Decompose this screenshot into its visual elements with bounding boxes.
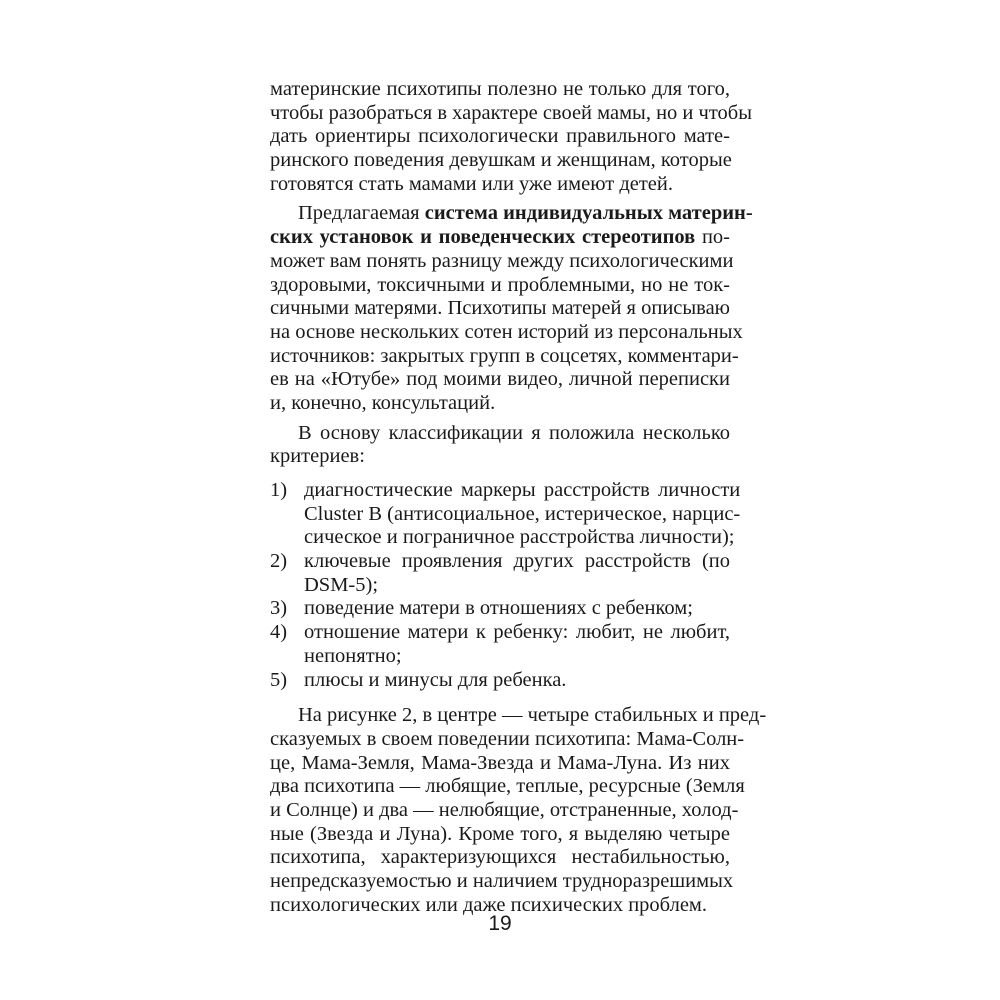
paragraph-gap bbox=[270, 469, 730, 479]
list-item bbox=[270, 669, 730, 693]
paragraph-3 bbox=[270, 422, 730, 469]
text-line bbox=[270, 202, 753, 226]
text-line: непредсказуемостью и наличием трудноразрешимых bbox=[270, 870, 734, 893]
bold-term: ских установок и поведенческих стереотипов bbox=[270, 226, 696, 249]
text-line: материнские психотипы полезно не только для того, bbox=[270, 78, 730, 100]
text-fragment: Предлагаемая bbox=[298, 202, 425, 225]
text-line: на основе нескольких сотен историй из персональных bbox=[270, 320, 743, 343]
bold-term: система индивидуальных материн- bbox=[424, 202, 753, 225]
paragraph-4 bbox=[270, 704, 767, 917]
list-number: 3) bbox=[270, 597, 288, 620]
text-line: готовятся стать мамами или уже имеют детей. bbox=[270, 172, 674, 195]
text-line: непонятно; bbox=[304, 644, 402, 667]
text-line: может вам понять разницу между психологическими bbox=[270, 249, 734, 272]
text-line: сказуемых в своем поведении психотипа: Мама-Солн- bbox=[270, 727, 745, 750]
text-line: ключевые проявления других расстройств (по bbox=[304, 550, 730, 573]
text-line: здоровыми, токсичными и проблемными, но не ток- bbox=[270, 273, 730, 296]
paragraph-gap bbox=[270, 692, 730, 704]
page-body bbox=[270, 78, 767, 917]
list-item bbox=[270, 479, 741, 550]
text-line: источников: закрытых групп в соцсетях, комментари- bbox=[270, 344, 739, 367]
text-line: В основу классификации я положила несколько bbox=[298, 421, 730, 444]
text-line: ев на «Ютубе» под моими видео, личной переписки bbox=[270, 368, 730, 391]
text-line: Cluster B (антисоциальное, истерическое, нарцис- bbox=[304, 502, 741, 525]
text-line: плюсы и минусы для ребенка. bbox=[304, 668, 567, 691]
text-line: психотипа, характеризующихся нестабильностью, bbox=[270, 846, 730, 869]
text-line: диагностические маркеры расстройств личности bbox=[304, 479, 741, 501]
text-line: сическое и пограничное расстройства личности); bbox=[304, 526, 735, 549]
text-line: дать ориентиры психологически правильного мате- bbox=[270, 125, 730, 148]
text-line: це, Мама-Земля, Мама-Звезда и Мама-Луна. Из них bbox=[270, 751, 730, 774]
text-line: отношение матери к ребенку: любит, не любит, bbox=[304, 621, 730, 644]
text-line: критериев: bbox=[270, 445, 365, 468]
paragraph-1 bbox=[270, 78, 752, 196]
list-item-body bbox=[304, 597, 730, 621]
criteria-list bbox=[270, 479, 741, 692]
text-line: сичными матерями. Психотипы матерей я описываю bbox=[270, 297, 730, 320]
list-item-body bbox=[304, 669, 730, 693]
page-number: 19 bbox=[488, 912, 512, 935]
text-fragment: по- bbox=[695, 226, 730, 249]
text-line: два психотипа — любящие, теплые, ресурсные (Земля bbox=[270, 775, 745, 798]
list-item bbox=[270, 550, 730, 597]
list-number: 1) bbox=[270, 479, 288, 501]
list-number: 2) bbox=[270, 550, 288, 573]
text-line: психологических или даже психических проблем. bbox=[270, 893, 708, 916]
text-line bbox=[270, 226, 730, 250]
text-line: ринского поведения девушкам и женщинам, которые bbox=[270, 149, 732, 172]
text-line: поведение матери в отношениях с ребенком; bbox=[304, 597, 693, 620]
text-line: и Солнце) и два — нелюбящие, отстраненные, холод- bbox=[270, 798, 739, 821]
list-number: 4) bbox=[270, 621, 288, 644]
paragraph-2 bbox=[270, 202, 753, 415]
text-line: DSM-5); bbox=[304, 573, 379, 596]
text-line: и, конечно, консультаций. bbox=[270, 391, 496, 414]
text-line: На рисунке 2, в центре — четыре стабильных и пред- bbox=[298, 704, 767, 727]
list-item-body bbox=[304, 479, 740, 550]
list-item-body bbox=[304, 550, 730, 597]
list-number: 5) bbox=[270, 668, 288, 691]
text-line: ные (Звезда и Луна). Кроме того, я выделяю четыре bbox=[270, 822, 730, 845]
list-item bbox=[270, 597, 730, 621]
list-item bbox=[270, 621, 730, 668]
list-item-body bbox=[304, 621, 730, 668]
text-line: чтобы разобраться в характере своей мамы, но и чтобы bbox=[270, 101, 752, 124]
